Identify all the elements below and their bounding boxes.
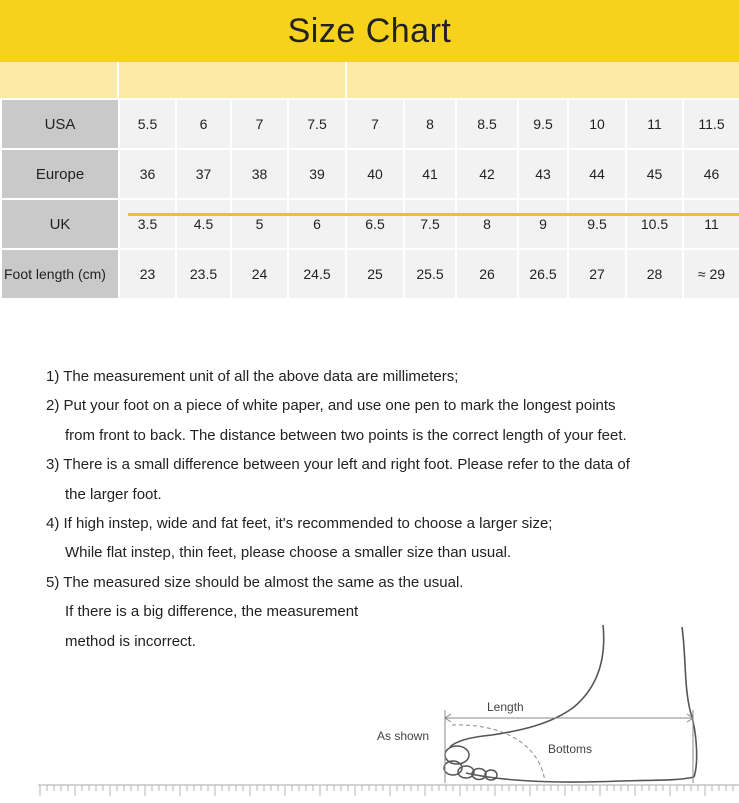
table-cell: 24.5 [288, 249, 346, 299]
note-line: 4) If high instep, wide and fat feet, it's recommended to choose a larger size; [46, 515, 553, 533]
size-table [0, 98, 739, 300]
table-cell: 44 [568, 149, 626, 199]
table-cell: 26 [456, 249, 518, 299]
note-line: the larger foot. [65, 485, 162, 503]
table-cell: 43 [518, 149, 568, 199]
note-line: 5) The measured size should be almost the same as the usual. [46, 573, 464, 591]
table-cell: 11.5 [683, 99, 739, 149]
table-cell: 9.5 [568, 199, 626, 249]
note-line: 1) The measurement unit of all the above data are millimeters; [46, 368, 459, 385]
table-cell: 5.5 [119, 99, 176, 149]
table-row [1, 249, 739, 299]
table-cell: 25.5 [404, 249, 456, 299]
table-cell: 26.5 [518, 249, 568, 299]
row-header: Europe [1, 149, 119, 199]
table-cell: 24 [231, 249, 288, 299]
table-cell: 45 [626, 149, 683, 199]
table-cell: 46 [683, 149, 739, 199]
table-cell: 23 [119, 249, 176, 299]
table-cell: 7.5 [404, 199, 456, 249]
table-row [1, 199, 739, 249]
note-line: If there is a big difference, the measurement [65, 603, 359, 621]
table-cell: 42 [456, 149, 518, 199]
table-cell: 37 [176, 149, 231, 199]
table-cell: ≈ 29 [683, 249, 739, 299]
row-header: USA [1, 99, 119, 149]
table-cell: 27 [568, 249, 626, 299]
note-line: method is incorrect. [65, 632, 196, 650]
table-cell: 9.5 [518, 99, 568, 149]
table-cell: 8 [404, 99, 456, 149]
table-cell: 38 [231, 149, 288, 199]
table-cell: 40 [346, 149, 404, 199]
bottoms-label: Bottoms [548, 742, 593, 756]
table-cell: 6.5 [346, 199, 404, 249]
heel-outline [682, 627, 697, 777]
instep-outline [450, 625, 604, 747]
table-cell: 36 [119, 149, 176, 199]
measurement-notes [46, 362, 726, 656]
table-cell: 5 [231, 199, 288, 249]
table-cell: 10 [568, 99, 626, 149]
band-divider [345, 62, 347, 98]
header-band [0, 62, 739, 98]
row-header: UK [1, 199, 119, 249]
band-divider [117, 62, 119, 98]
ruler [38, 784, 739, 800]
table-cell: 4.5 [176, 199, 231, 249]
table-cell: 11 [626, 99, 683, 149]
table-cell: 6 [176, 99, 231, 149]
foot-measurement-diagram [360, 615, 739, 803]
uk-strike-line [128, 213, 739, 216]
table-cell: 23.5 [176, 249, 231, 299]
table-cell: 25 [346, 249, 404, 299]
ruler-ticks [40, 785, 733, 796]
table-cell: 8 [456, 199, 518, 249]
table-cell: 6 [288, 199, 346, 249]
table-cell: 7 [231, 99, 288, 149]
toe-outline [485, 770, 497, 780]
table-cell: 7.5 [288, 99, 346, 149]
title-banner [0, 0, 739, 62]
page-title: Size Chart [287, 11, 452, 50]
as-shown-label: As shown [377, 729, 430, 743]
table-cell: 11 [683, 199, 739, 249]
note-line: 3) There is a small difference between your left and right foot. Please refer to the data of [46, 456, 630, 474]
length-label: Length [487, 700, 524, 714]
table-cell: 8.5 [456, 99, 518, 149]
table-cell: 7 [346, 99, 404, 149]
table-cell: 9 [518, 199, 568, 249]
note-line: While flat instep, thin feet, please choose a smaller size than usual. [65, 544, 512, 562]
table-cell: 39 [288, 149, 346, 199]
table-cell: 10.5 [626, 199, 683, 249]
table-row [1, 99, 739, 149]
table-row [1, 149, 739, 199]
table-cell: 28 [626, 249, 683, 299]
row-header: Foot length (cm) [1, 249, 119, 299]
note-line: from front to back. The distance between two points is the correct length of your feet. [65, 426, 627, 444]
sole-outline [466, 773, 694, 782]
table-cell: 41 [404, 149, 456, 199]
note-line: 2) Put your foot on a piece of white paper, and use one pen to mark the longest points [46, 397, 616, 415]
table-cell: 3.5 [119, 199, 176, 249]
